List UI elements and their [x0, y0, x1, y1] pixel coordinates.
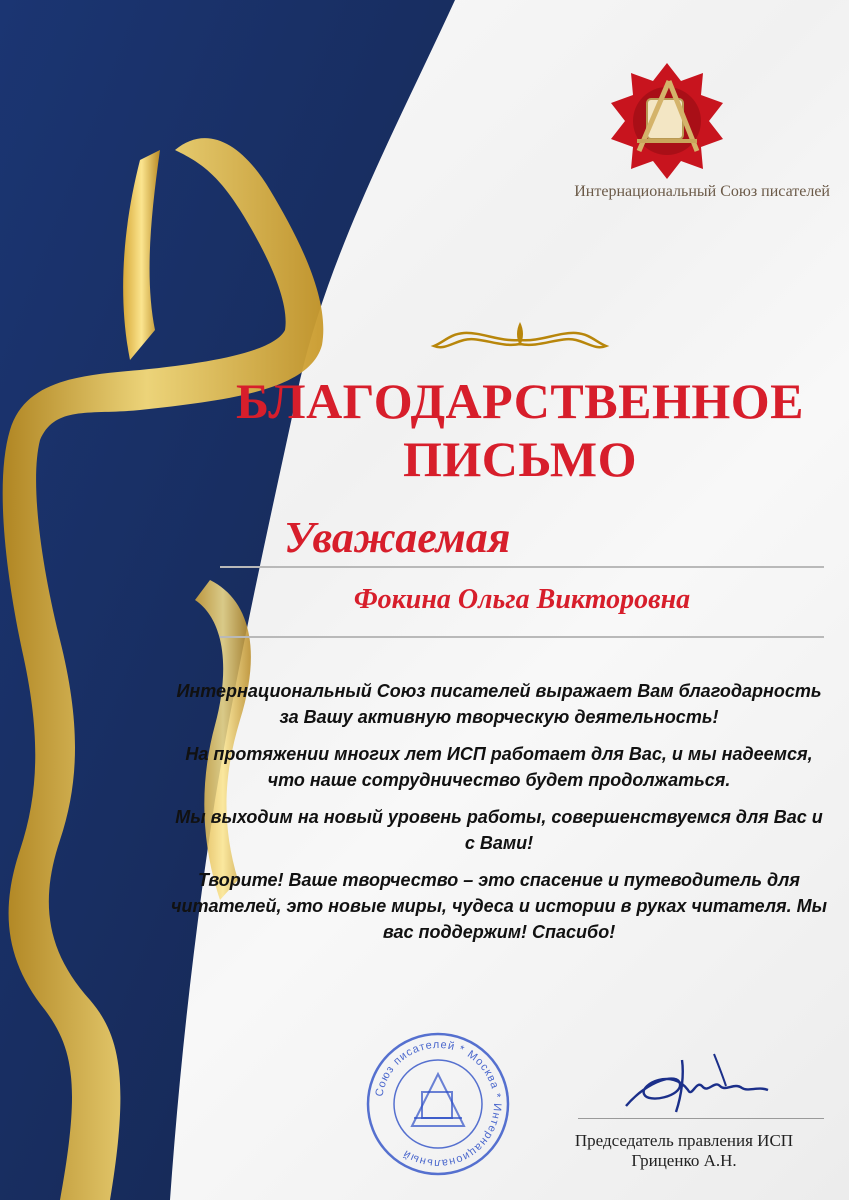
body-paragraph-4: Творите! Ваше творчество – это спасение и путеводитель для читателей, это новые миры, чудеса и истории в руках читателя. Мы вас поддержим! Спасибо! [170, 870, 828, 942]
body-paragraph-1: Интернациональный Союз писателей выражает Вам благодарность за Вашу активную творческую деятельность! [176, 681, 822, 727]
signatory-title: Председатель правления ИСП [574, 1131, 794, 1150]
title-line-2: ПИСЬМО [402, 431, 638, 487]
signature-line [578, 1118, 824, 1119]
salutation: Уважаемая [284, 513, 511, 562]
divider-line [220, 566, 824, 568]
body-paragraph-2: На протяжении многих лет ИСП работает для Вас, и мы надеемся, что наше сотрудничество будет продолжаться. [185, 744, 813, 790]
svg-text:Союз писателей * Москва * Инте [373, 1039, 503, 1169]
round-seal-stamp-icon [364, 1030, 512, 1178]
body-paragraph-3: Мы выходим на новый уровень работы, совершенствуемся для Вас и с Вами! [175, 807, 823, 853]
stamp-text: Союз писателей * Москва * Интернациональный [373, 1038, 504, 1170]
handwritten-signature-icon [618, 1050, 788, 1118]
ornament-divider-icon [430, 318, 610, 354]
organization-name: Интернациональный Союз писателей [574, 183, 830, 200]
title-line-1: БЛАГОДАРСТВЕННОЕ [236, 373, 804, 429]
letter-body [168, 678, 830, 956]
divider-line [220, 636, 824, 638]
recipient-name: Фокина Ольга Викторовна [353, 584, 691, 615]
certificate-title [200, 372, 840, 488]
writers-union-emblem-icon [606, 60, 728, 182]
signatory-name: Гриценко А.Н. [631, 1151, 737, 1170]
